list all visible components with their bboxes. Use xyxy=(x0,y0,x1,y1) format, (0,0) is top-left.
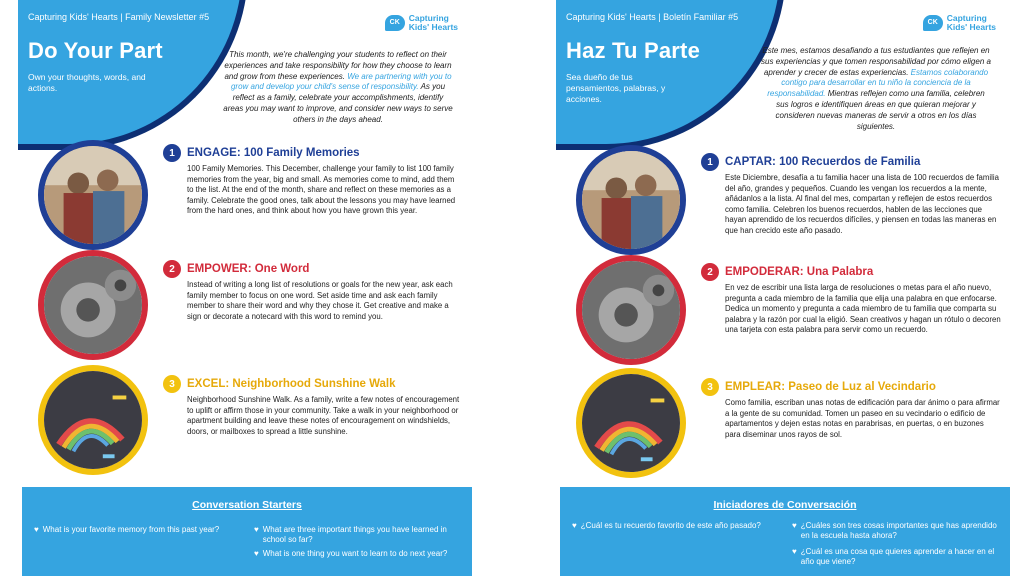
logo-line-2: Kids' Hearts xyxy=(408,21,458,32)
logo xyxy=(923,14,996,32)
section-title: EXCEL: Neighborhood Sunshine Walk xyxy=(187,378,396,390)
newsletter-kicker: Capturing Kids' Hearts | Family Newsletter #5 xyxy=(28,12,210,22)
section-text: En vez de escribir una lista larga de resoluciones o metas para el año nuevo, pregunta a cada miembro de la familia que elija una palabra en que enfocarse. Dedica un momento y pregunta a cada miembro de tu familia que comparta su palabra y la razón por cual la eligió. Sean creativos y hagan un rótulo o decoren una tarjeta con esta palabra para servir como un recuerdo. xyxy=(725,283,1001,335)
chalk-rainbow-photo xyxy=(38,365,148,475)
section-empoderar xyxy=(556,255,1016,365)
step-number: 2 xyxy=(701,263,719,281)
section-title: ENGAGE: 100 Family Memories xyxy=(187,147,360,159)
logo xyxy=(385,14,458,32)
header xyxy=(566,12,786,105)
step-number: 3 xyxy=(163,375,181,393)
heart-icon: ♥ xyxy=(254,549,259,558)
page-subtitle: Sea dueño de tus pensamientos, palabras, y acciones. xyxy=(566,72,666,105)
conversation-starters-box xyxy=(560,487,1010,576)
brainstorm-gears-photo xyxy=(576,255,686,365)
intro-highlight: We are partnering with you to grow and develop your child's sense of responsibility. xyxy=(230,71,452,92)
logo-line-1: Capturing xyxy=(408,13,449,23)
section-text: 100 Family Memories. This December, challenge your family to list 100 family memories from the year, big and small. As memories come to mind, add them to the list. At the end of the month, share and reflect on these memories as a family. Celebrate the good ones, talk about the lessons you may have learned from the hard ones, and think about how you have grown this year. xyxy=(187,164,456,216)
heart-icon: ♥ xyxy=(792,521,797,530)
section-excel xyxy=(18,365,478,475)
logo-line-1: Capturing xyxy=(946,13,987,23)
conversation-starters-box xyxy=(22,487,472,576)
question-item: ♥ ¿Cuál es tu recuerdo favorito de este año pasado? xyxy=(572,521,761,530)
page-title: Do Your Part xyxy=(28,38,163,63)
section-title: EMPOWER: One Word xyxy=(187,263,310,275)
section-text: Instead of writing a long list of resolutions or goals for the new year, ask each family member to focus on one word. Set aside time and ask each family member to share their word and why they chose it. Get creative and make a sign or decorate a notecard with this word to remind you. xyxy=(187,280,453,321)
section-empower xyxy=(18,250,478,360)
section-text: Este Diciembre, desafía a tu familia hacer una lista de 100 recuerdos de familia del año, grandes y pequeños. Cuando les vengan los recuerdos a la mente, añádanlos a la lista. Al final del mes, compartan y reflejen de estos recuerdos como familia. Celebren los buenos recuerdos, hablen de las lecciones que hayan aprendido de los recuerdos difíciles, y piensen en todas las maneras en que han crecido este año pasado. xyxy=(725,173,999,235)
question-item: ♥ What are three important things you have learned in school so far? xyxy=(254,525,447,545)
step-number: 1 xyxy=(163,144,181,162)
section-engage xyxy=(18,140,478,250)
heart-icon: ♥ xyxy=(34,525,39,534)
section-title: EMPODERAR: Una Palabra xyxy=(725,266,874,278)
newsletter-page-spanish xyxy=(556,0,1016,576)
logo-line-2: Kids' Hearts xyxy=(946,21,996,32)
section-captar xyxy=(556,145,1016,255)
section-text: Como familia, escriban unas notas de edificación para dar ánimo o para afirmar a la gente de su comunidad. Tomen un paseo en su vecindario o edificio de apartamentos y dejen estas notas en parabrisas, en puertas, o en buzones para diseminar unos rayos de sol. xyxy=(725,398,1000,439)
section-title: CAPTAR: 100 Recuerdos de Familia xyxy=(725,156,921,168)
brainstorm-gears-photo xyxy=(38,250,148,360)
intro-paragraph: This month, we're challenging your students to reflect on their experiences and take responsibility for how they choose to learn and grow from these experiences. We are partnering with you to grow and develop your child's sense of responsibility. As you reflect as a family, celebrate your accomplishments, identify areas you may want to improve, and consider new ways to serve others in the days ahead. xyxy=(223,50,453,124)
page-subtitle: Own your thoughts, words, and actions. xyxy=(28,72,146,94)
conversation-title: Iniciadores de Conversación xyxy=(713,499,857,511)
step-number: 2 xyxy=(163,260,181,278)
intro-highlight: Estamos colaborando contigo para desarrollar en tu niño la conciencia de la responsabilidad. xyxy=(767,67,989,99)
question-item: ♥ What is your favorite memory from this past year? xyxy=(34,525,220,534)
newsletter-page-english xyxy=(18,0,478,576)
heart-icon: ♥ xyxy=(792,547,797,556)
chalk-rainbow-photo xyxy=(576,368,686,478)
family-photo xyxy=(38,140,148,250)
intro-paragraph: Este mes, estamos desafiando a tus estudiantes que reflejen en sus experiencias y que tomen responsabilidad por cómo eligen a aprender y crecer de estas experiencias. Estamos colaborando contigo para desarrollar en tu niño la conciencia de la responsabilidad. Mientras reflejen como una familia, celebren sus logros e identifiquen áreas en que quieran mejorar y consideren nuevas maneras de servir a otros en los días siguientes. xyxy=(761,46,991,131)
heart-logo-icon: CK xyxy=(923,15,943,31)
section-text: Neighborhood Sunshine Walk. As a family, write a few notes of encouragement to uplift or affirm those in your community. Take a walk in your neighborhood or apartment building and leave these notes of encouragement on windshields, doors, or mailboxes to spread a little sunshine. xyxy=(187,395,460,436)
page-title: Haz Tu Parte xyxy=(566,38,701,63)
conversation-title: Conversation Starters xyxy=(192,499,302,511)
question-item: ♥ ¿Cuáles son tres cosas importantes que has aprendido en la escuela hasta ahora? xyxy=(792,521,997,541)
question-item: ♥ ¿Cuál es una cosa que quieres aprender a hacer en el año que viene? xyxy=(792,547,995,567)
heart-logo-icon: CK xyxy=(385,15,405,31)
family-photo xyxy=(576,145,686,255)
heart-icon: ♥ xyxy=(254,525,259,534)
section-emplear xyxy=(556,368,1016,478)
step-number: 3 xyxy=(701,378,719,396)
header xyxy=(28,12,248,94)
section-title: EMPLEAR: Paseo de Luz al Vecindario xyxy=(725,381,936,393)
step-number: 1 xyxy=(701,153,719,171)
heart-icon: ♥ xyxy=(572,521,577,530)
question-item: ♥ What is one thing you want to learn to do next year? xyxy=(254,549,448,558)
newsletter-kicker: Capturing Kids' Hearts | Boletín Familiar #5 xyxy=(566,12,739,22)
